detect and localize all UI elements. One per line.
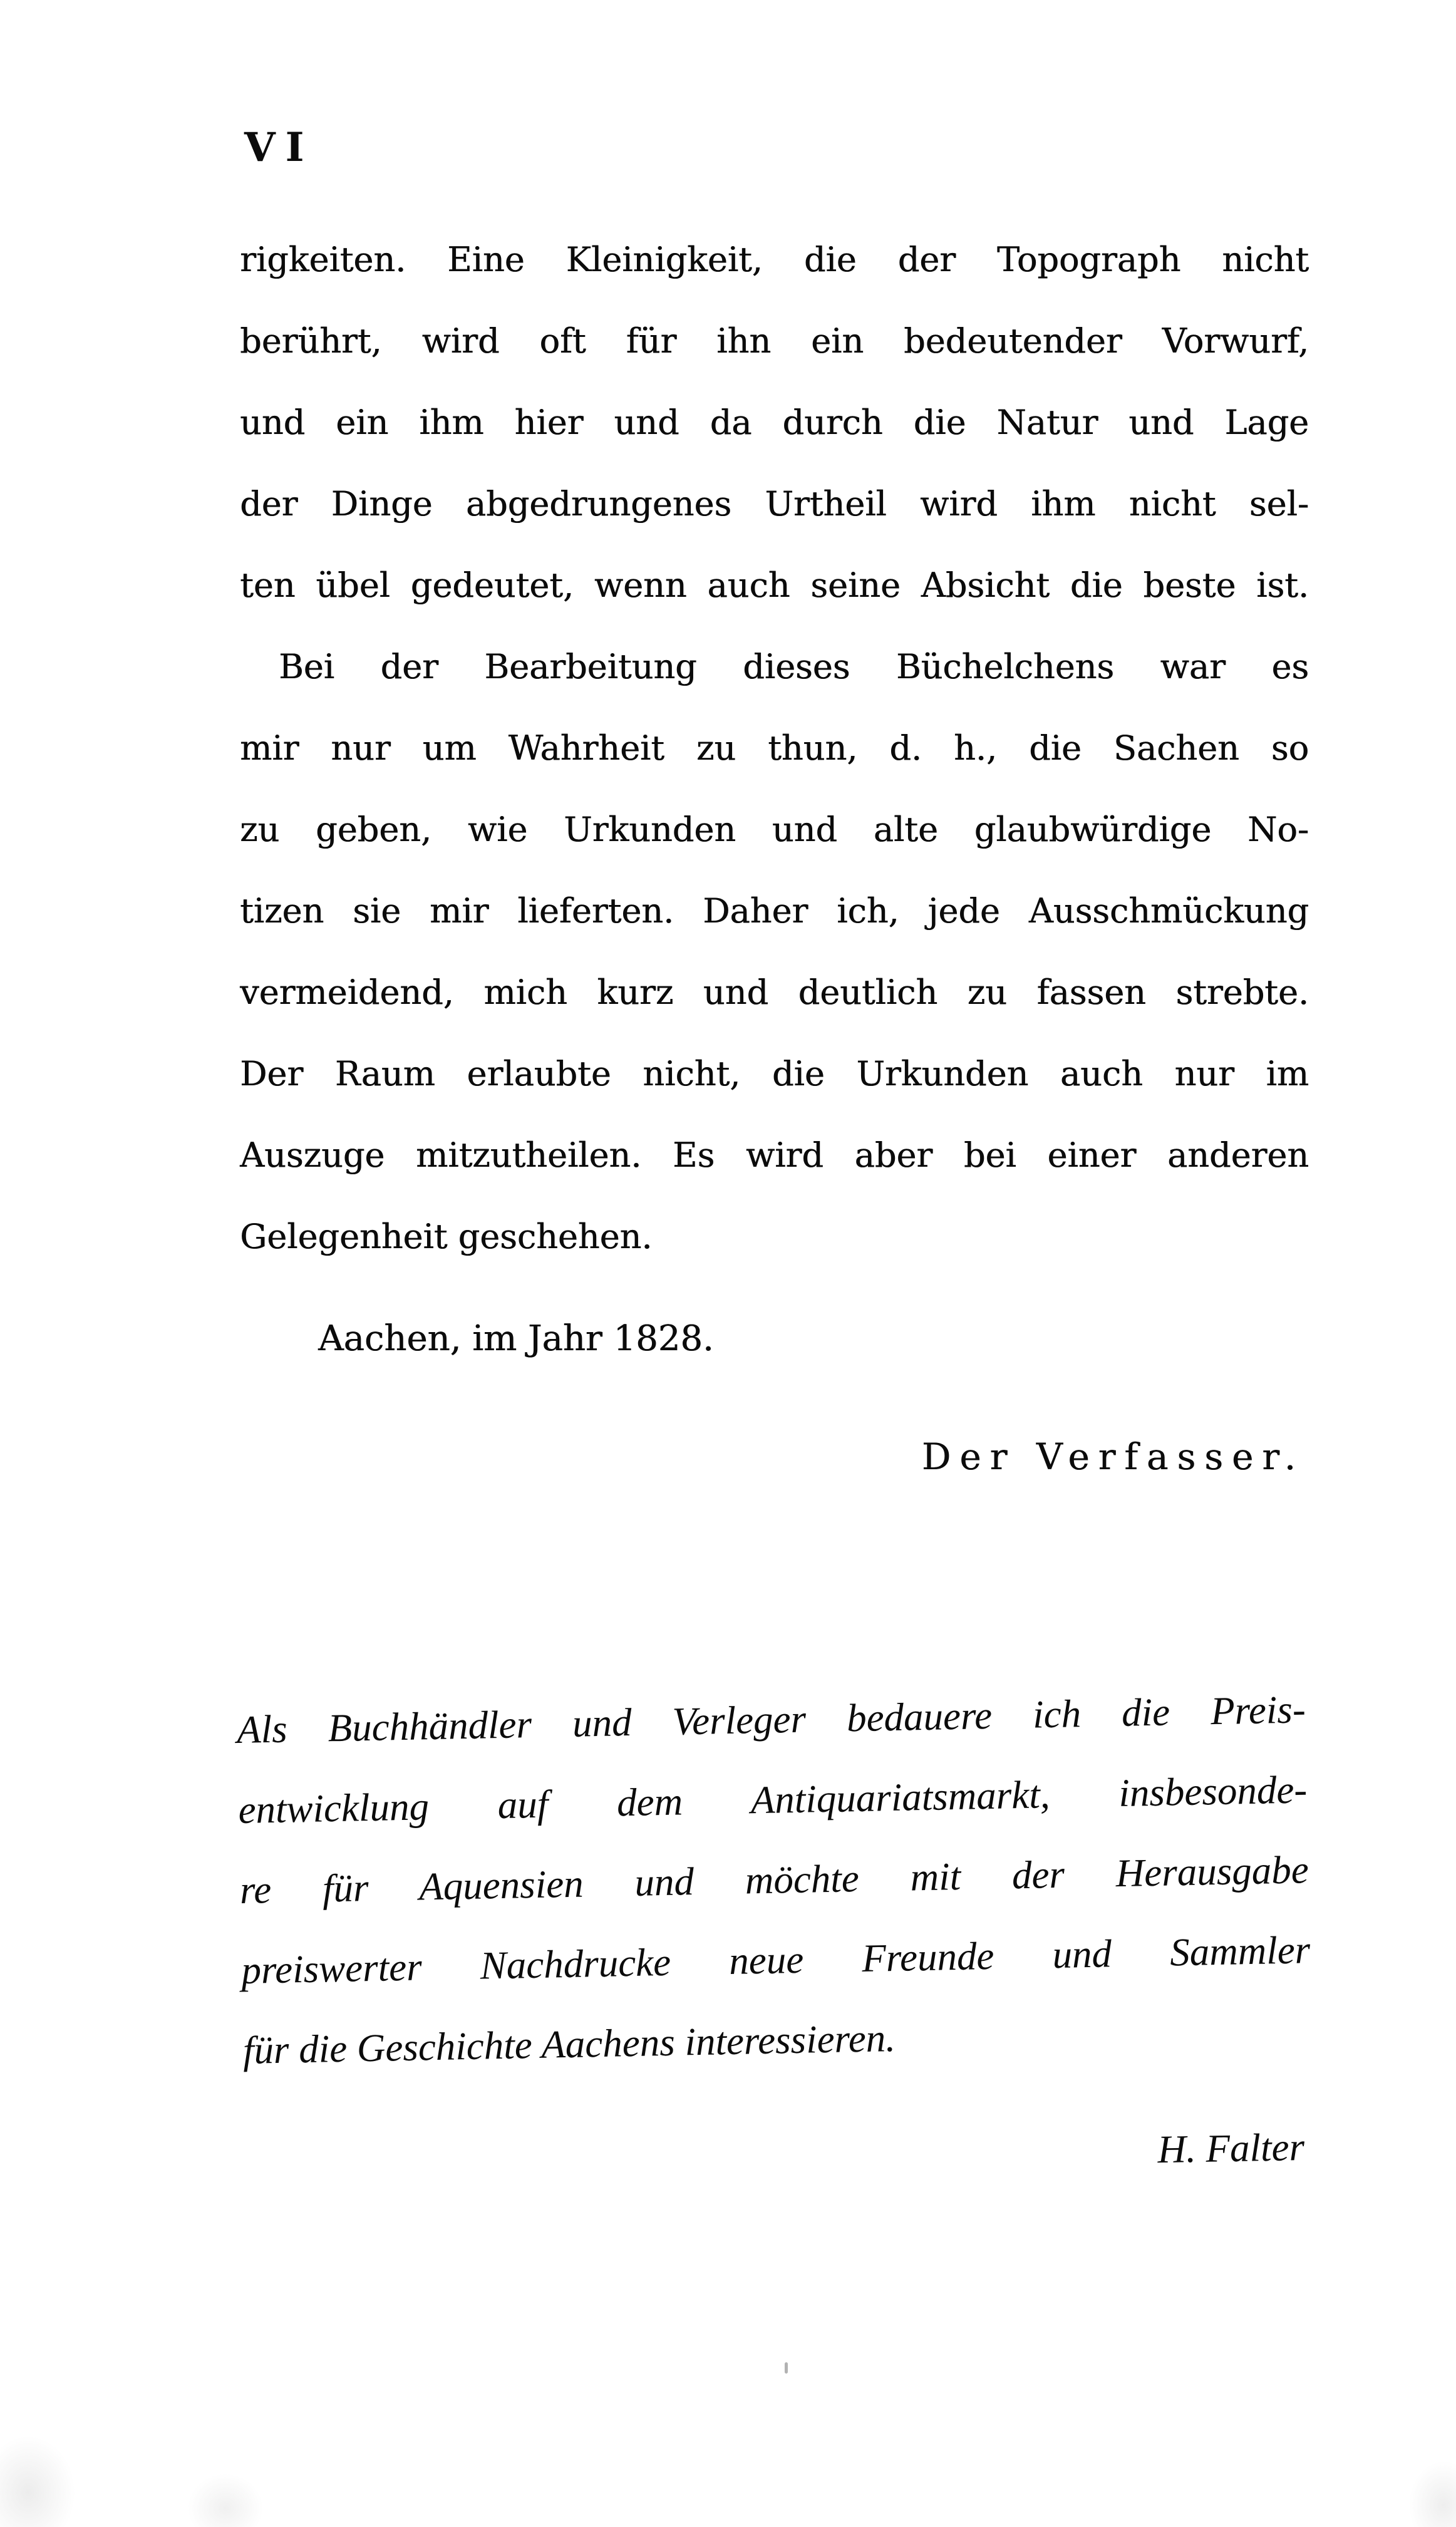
paragraph-2: [240, 626, 1309, 1278]
scan-smudge: [0, 2436, 75, 2527]
text-line: Gelegenheit geschehen.: [240, 1217, 653, 1256]
text-line: mir nur um Wahrheit zu thun, d. h., die Sachen so: [240, 728, 1309, 768]
text-line: der Dinge abgedrungenes Urtheil wird ihm nicht sel-: [240, 484, 1309, 524]
dateline: Aachen, im Jahr 1828.: [318, 1318, 714, 1359]
text-line: und ein ihm hier und da durch die Natur und Lage: [240, 403, 1309, 442]
text-line: entwicklung auf dem Antiquariatsmarkt, insbesonde-: [237, 1767, 1308, 1832]
preface-body: [240, 219, 1309, 1278]
text-line: preiswerter Nachdrucke neue Freunde und Sammler: [240, 1928, 1311, 1992]
author-signature: Der Verfasser.: [921, 1435, 1304, 1478]
text-line: vermeidend, mich kurz und deutlich zu fassen strebte.: [240, 973, 1309, 1012]
text-line: tizen sie mir lieferten. Daher ich, jede Ausschmückung: [240, 891, 1309, 931]
text-line: rigkeiten. Eine Kleinigkeit, die der Topograph nicht: [240, 240, 1309, 279]
scan-smudge: [188, 2474, 263, 2527]
paragraph-1: [240, 219, 1309, 626]
page-number: VI: [244, 124, 314, 171]
text-line: re für Aquensien und möchte mit der Herausgabe: [239, 1847, 1309, 1912]
text-line: Bei der Bearbeitung dieses Büchelchens war es: [279, 647, 1309, 686]
publisher-note: [236, 1669, 1313, 2090]
text-line: Als Buchhändler und Verleger bedauere ich die Preis-: [236, 1687, 1306, 1752]
ink-speck: [785, 2362, 788, 2374]
publisher-signature: H. Falter: [1157, 2125, 1305, 2172]
text-line: Der Raum erlaubte nicht, die Urkunden auch nur im: [240, 1054, 1309, 1093]
text-line: berührt, wird oft für ihn ein bedeutender Vorwurf,: [240, 321, 1309, 361]
scan-smudge: [1409, 2461, 1456, 2527]
text-line: Auszuge mitzutheilen. Es wird aber bei einer anderen: [240, 1135, 1309, 1175]
text-line: zu geben, wie Urkunden und alte glaubwürdige No-: [240, 810, 1309, 849]
text-line: ten übel gedeutet, wenn auch seine Absicht die beste ist.: [240, 566, 1309, 605]
text-line: für die Geschichte Aachens interessieren.: [242, 2015, 896, 2072]
